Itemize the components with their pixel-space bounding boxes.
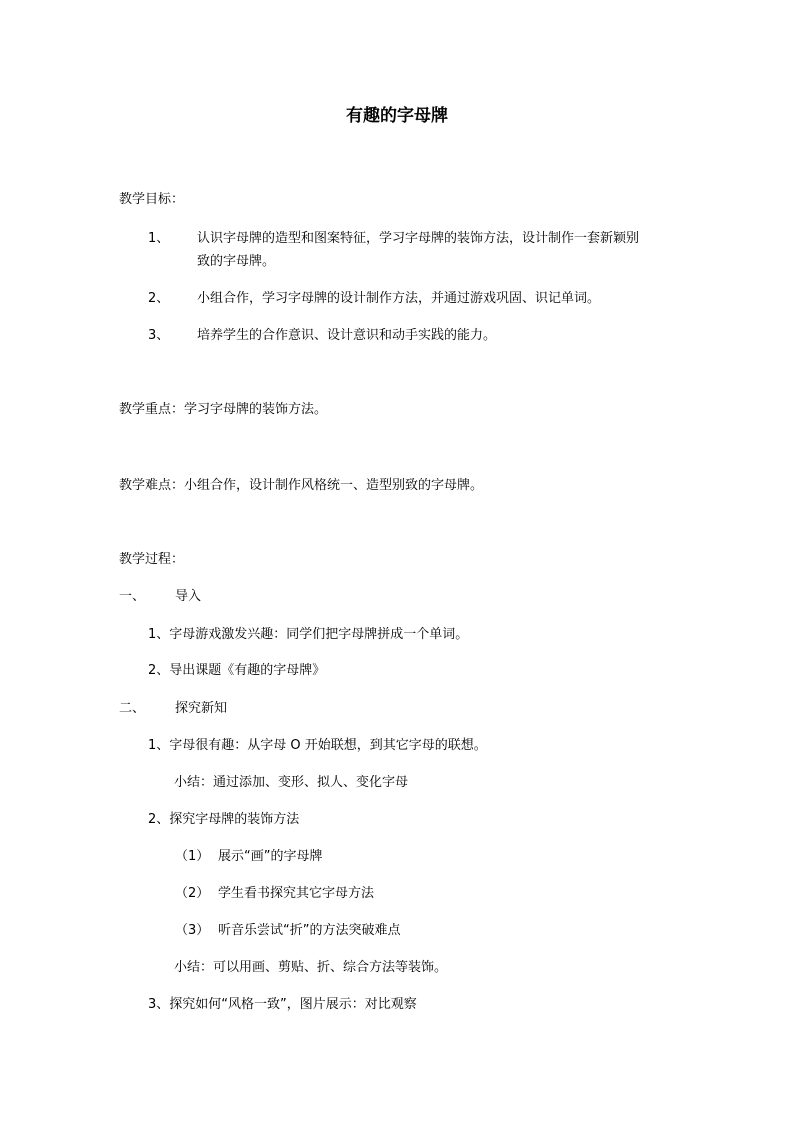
section-2-summary-1: 小结：通过添加、变形、拟人、变化字母 (174, 775, 409, 790)
objective-2-text: 小组合作，学习字母牌的设计制作方法，并通过游戏巩固、识记单词。 (197, 291, 601, 306)
subitem-3-text: 听音乐尝试“折”的方法突破难点 (218, 923, 401, 938)
key-point: 教学重点：学习字母牌的装饰方法。 (119, 402, 328, 417)
objectives-heading: 教学目标： (119, 192, 185, 207)
section-2-item-2: 2、探究字母牌的装饰方法 (148, 812, 300, 827)
process-heading: 教学过程： (119, 552, 185, 567)
section-2-item-3: 3、探究如何“风格一致”，图片展示：对比观察 (148, 997, 417, 1012)
subitem-1-text: 展示“画”的字母牌 (218, 849, 323, 864)
subitem-3-number: （3） (175, 923, 210, 938)
page-title: 有趣的字母牌 (346, 106, 448, 126)
subitem-2-text: 学生看书探究其它字母方法 (218, 886, 375, 901)
section-1-number: 一、 (119, 589, 146, 604)
objective-1-text-line2: 致的字母牌。 (197, 254, 276, 269)
objective-2-number: 2、 (148, 291, 170, 306)
section-2-item-1: 1、字母很有趣：从字母 O 开始联想，到其它字母的联想。 (148, 738, 487, 753)
section-1-title: 导入 (175, 589, 202, 604)
section-2-title: 探究新知 (175, 701, 228, 716)
section-1-item-2: 2、导出课题《有趣的字母牌》 (148, 663, 326, 678)
subitem-2-number: （2） (175, 886, 210, 901)
subitem-1-number: （1） (175, 849, 210, 864)
objective-1-number: 1、 (148, 231, 170, 246)
section-2-summary-2: 小结：可以用画、剪贴、折、综合方法等装饰。 (174, 960, 448, 975)
section-2-number: 二、 (119, 701, 146, 716)
difficulty: 教学难点：小组合作，设计制作风格统一、造型别致的字母牌。 (119, 478, 484, 493)
objective-3-number: 3、 (148, 328, 170, 343)
objective-3-text: 培养学生的合作意识、设计意识和动手实践的能力。 (197, 328, 497, 343)
section-1-item-1: 1、字母游戏激发兴趣：同学们把字母牌拼成一个单词。 (148, 627, 469, 642)
objective-1-text-line1: 认识字母牌的造型和图案特征，学习字母牌的装饰方法，设计制作一套新颖别 (197, 231, 640, 246)
